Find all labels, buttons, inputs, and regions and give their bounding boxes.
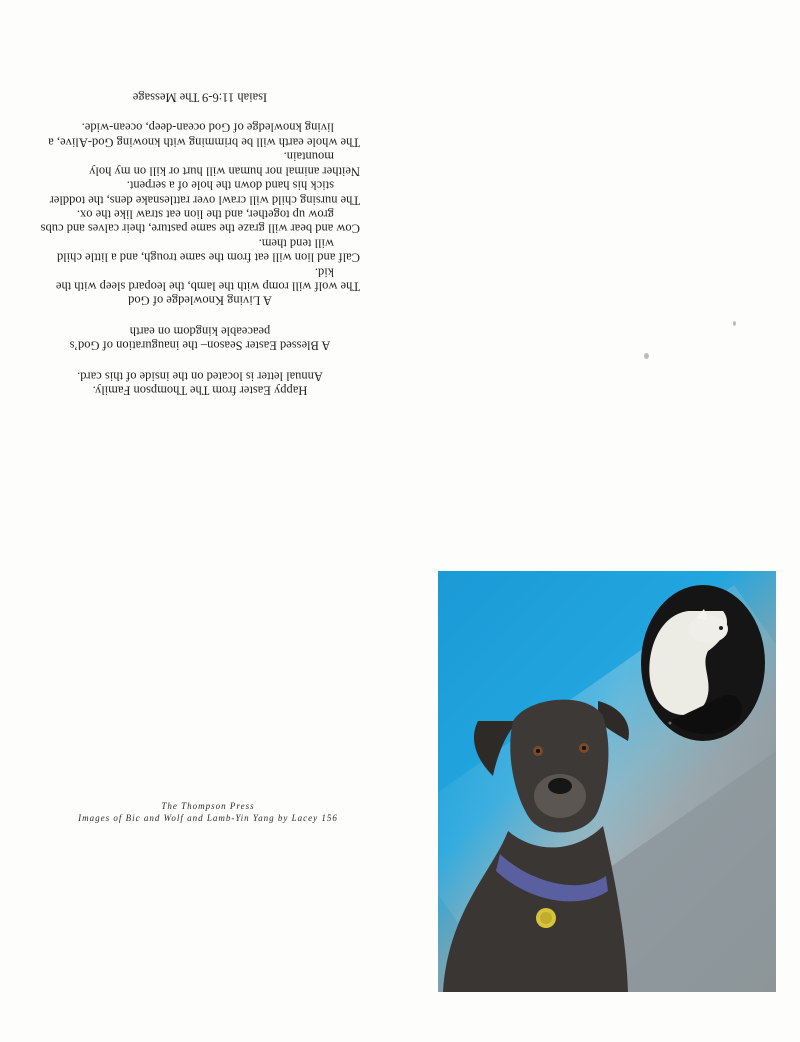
verse-line: The whole earth will be brimming with knowing God-Alive, a living knowledge of God ocean-deep, ocean-wide. [48,120,360,150]
scripture-reference: Isaiah 11:6-9 The Message [132,90,268,105]
front-photo [438,571,776,992]
blessing [40,324,360,353]
blessing-line: A Blessed Easter Season– the inauguration of God’s [69,338,331,353]
greeting-line: Annual letter is located on the inside of this card. [77,368,323,383]
verse-line: The wolf will romp with the lamb, the leopard sleep with the kid. [55,264,360,294]
scripture-heading: A Living Knowledge of God [128,293,272,308]
scripture [40,90,360,308]
back-credits [58,800,358,824]
verse-line: Neither animal nor human will hurt or kill on my holy mountain. [89,149,360,179]
verse-line: The nursing child will crawl over rattlesnake dens, the toddler stick his hand down the hole of a serpent. [49,178,360,207]
verse-line: Calf and lion will eat from the same trough, and a little child will tend them. [56,236,360,265]
greeting [40,369,360,398]
inverted-message-block [40,90,360,397]
blessing-line: peaceable kingdom on earth [129,324,271,339]
yin-yang-wolf-lamb-icon [641,585,765,741]
scan-speck [733,321,736,326]
greeting-line: Happy Easter from The Thompson Family. [92,383,308,398]
images-credit: Images of Bic and Wolf and Lamb-Yin Yang by Lacey 156 [78,813,338,823]
press-name: The Thompson Press [161,801,255,811]
verse-line: Cow and bear will graze the same pasture, their calves and cubs grow up together, and the lion eat straw like the ox. [40,207,360,236]
dog-figure [443,700,629,992]
photo-illustration [438,571,776,992]
scan-speck [644,353,649,359]
